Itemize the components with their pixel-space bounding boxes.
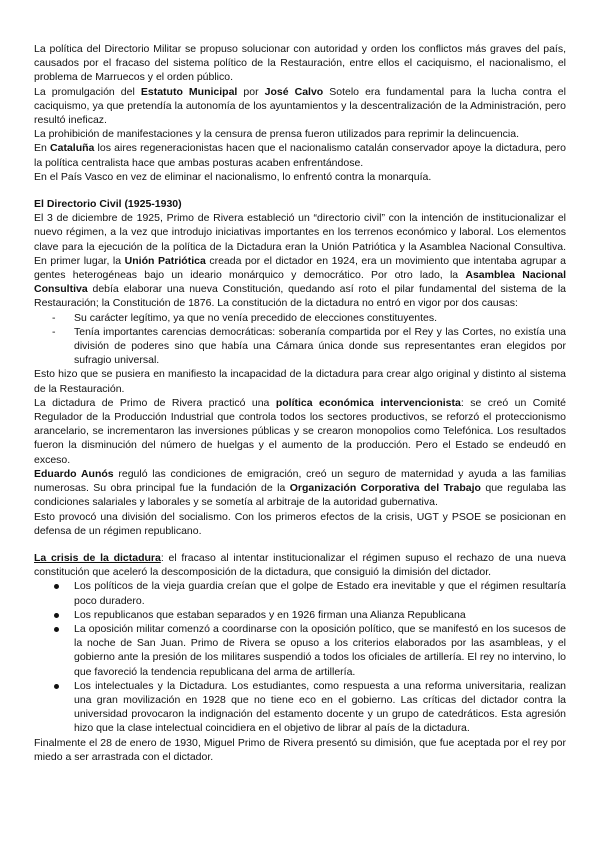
- paragraph-incapacidad: Esto hizo que se pusiera en manifiesto la incapacidad de la dictadura para crear algo original y distinto al sistema de la Restauración.: [34, 368, 566, 395]
- paragraph-eduardo-aunos: Eduardo Aunós reguló las condiciones de emigración, creó un seguro de maternidad y ayuda a las familias numerosas. Su obra principal fue la fundación de la Organización Corporativa del Trabajo que regulaba las condiciones salariales y laborales y se sometía al arbitraje de la autoridad gubernativa.: [34, 467, 567, 509]
- paragraph-directorio-militar: La política del Directorio Militar se propuso solucionar con autoridad y orden los conflictos más graves del país, causados por el fracaso del sistema político de la Restauración, entre ellos el caciquismo, el nacionalismo, el problema de Marruecos y el orden público.: [34, 43, 566, 84]
- organizacion-corporativa-term: Organización Corporativa del Trabajo: [289, 482, 481, 495]
- causes-list: [34, 311, 566, 368]
- paragraph-pais-vasco: En el País Vasco en vez de eliminar el nacionalismo, lo enfrentó contra la monarquía.: [34, 170, 432, 183]
- estatuto-municipal-term: Estatuto Municipal: [140, 85, 238, 98]
- paragraph-cataluna: En Cataluña los aires regeneracionistas hacen que el nacionalismo catalán conservador apoye la dictadura, pero la política centralista hace que ambas posturas acaben enfrentándose.: [34, 142, 566, 169]
- list-item: Los políticos de la vieja guardia creían que el golpe de Estado era inevitable y que el régimen resultaría poco duradero.: [34, 579, 566, 607]
- spacer: [34, 538, 566, 551]
- list-item: Los republicanos que estaban separados y en 1926 firman una Alianza Republicana: [34, 608, 566, 622]
- politica-economica-term: política económica intervencionista: [275, 396, 461, 409]
- list-item: - Su carácter legítimo, ya que no venía precedido de elecciones constituyentes.: [34, 311, 566, 325]
- paragraph-censura: La prohibición de manifestaciones y la censura de prensa fueron utilizados para reprimir la delincuencia.: [34, 128, 520, 141]
- list-item: - Tenía importantes carencias democráticas: soberanía compartida por el Rey y las Cortes, no existía una división de poderes sino que había una Cámara única donde sus representantes eran elegidos por sufragio universal.: [34, 325, 566, 368]
- paragraph-politica-economica: La dictadura de Primo de Rivera practicó una política económica intervencionista: se creó un Comité Regulador de la Producción Industrial que controla todos los sectores productivos, se reforzó el proteccionismo arancelario, se incrementaron las inversiones públicas y se crearon monopolios como Telefónica. Los resultados fueron la disminución del número de huelgas y el aumento de la producción. Pero el Estado se endeudó en exceso.: [34, 396, 567, 466]
- paragraph-socialismo: Esto provocó una división del socialismo. Con los primeros efectos de la crisis, UGT y PSOE se posicionan en defensa de un régimen republicano.: [34, 510, 566, 537]
- paragraph-crisis-intro: La crisis de la dictadura: el fracaso al intentar institucionalizar el régimen supuso el rechazo de una nueva constitución que aceleró la descomposición de la dictadura, que consiguió la dimisión del dictador.: [34, 551, 566, 579]
- spacer: [34, 184, 566, 197]
- jose-calvo-term: José Calvo: [264, 85, 324, 98]
- cataluna-term: Cataluña: [50, 142, 95, 155]
- asamblea-nacional-term: Asamblea Nacional Consultiva: [34, 269, 566, 296]
- eduardo-aunos-term: Eduardo Aunós: [34, 467, 114, 480]
- list-item: La oposición militar comenzó a coordinarse con la oposición político, que se manifestó en los sucesos de la noche de San Juan. Primo de Rivera se opuso a los criterios elaborados por las asambleas, y el gobierno ante la presión de los militares suspendió a todos los oficiales de artillería. El rey no intervino, lo que favoreció la tendencia republicana del arma de artillería.: [34, 622, 566, 679]
- paragraph-directorio-civil: El 3 de diciembre de 1925, Primo de Rivera estableció un “directorio civil” con la intención de institucionalizar el nuevo régimen, a la vez que introdujo iniciativas importantes en los terrenos económico y laboral. Los elementos clave para la ejecución de la política de la Dictadura eran la Unión Patriótica y la Asamblea Nacional Consultiva. En primer lugar, la Unión Patriótica creada por el dictador en 1924, era un movimiento que intentaba agrupar a gentes heterogéneas bajo un ideario monárquico y democrático. Por otro lado, la Asamblea Nacional Consultiva debía elaborar una nueva Constitución, quedando así roto el pilar fundamental del sistema de la Restauración; la Constitución de 1876. La constitución de la dictadura no entró en vigor por dos causas:: [34, 212, 566, 310]
- crisis-list: [34, 579, 566, 735]
- section-heading-directorio-civil: El Directorio Civil (1925-1930): [34, 198, 182, 211]
- paragraph-estatuto-municipal: La promulgación del Estatuto Municipal por José Calvo Sotelo era fundamental para la lucha contra el caciquismo, ya que pretendía la autonomía de los ayuntamientos y la descentralización de la Administración, pero resultó ineficaz.: [34, 85, 566, 127]
- union-patriotica-term: Unión Patriótica: [124, 254, 206, 267]
- section-heading-crisis: La crisis de la dictadura: [34, 551, 161, 564]
- paragraph-dimision: Finalmente el 28 de enero de 1930, Miguel Primo de Rivera presentó su dimisión, que fue aceptada por el rey por miedo a ser arrastrada con el dictador.: [34, 736, 566, 763]
- list-item: Los intelectuales y la Dictadura. Los estudiantes, como respuesta a una reforma universitaria, realizan una gran movilización en 1928 que no tiene eco en el gobierno. Las críticas del dictador contra la universidad provocaron la indignación del estamento docente y un grupo de catedráticos. Esta agresión hizo que la clase intelectual coincidiera en el objetivo de librar al país de la dictadura.: [34, 679, 566, 736]
